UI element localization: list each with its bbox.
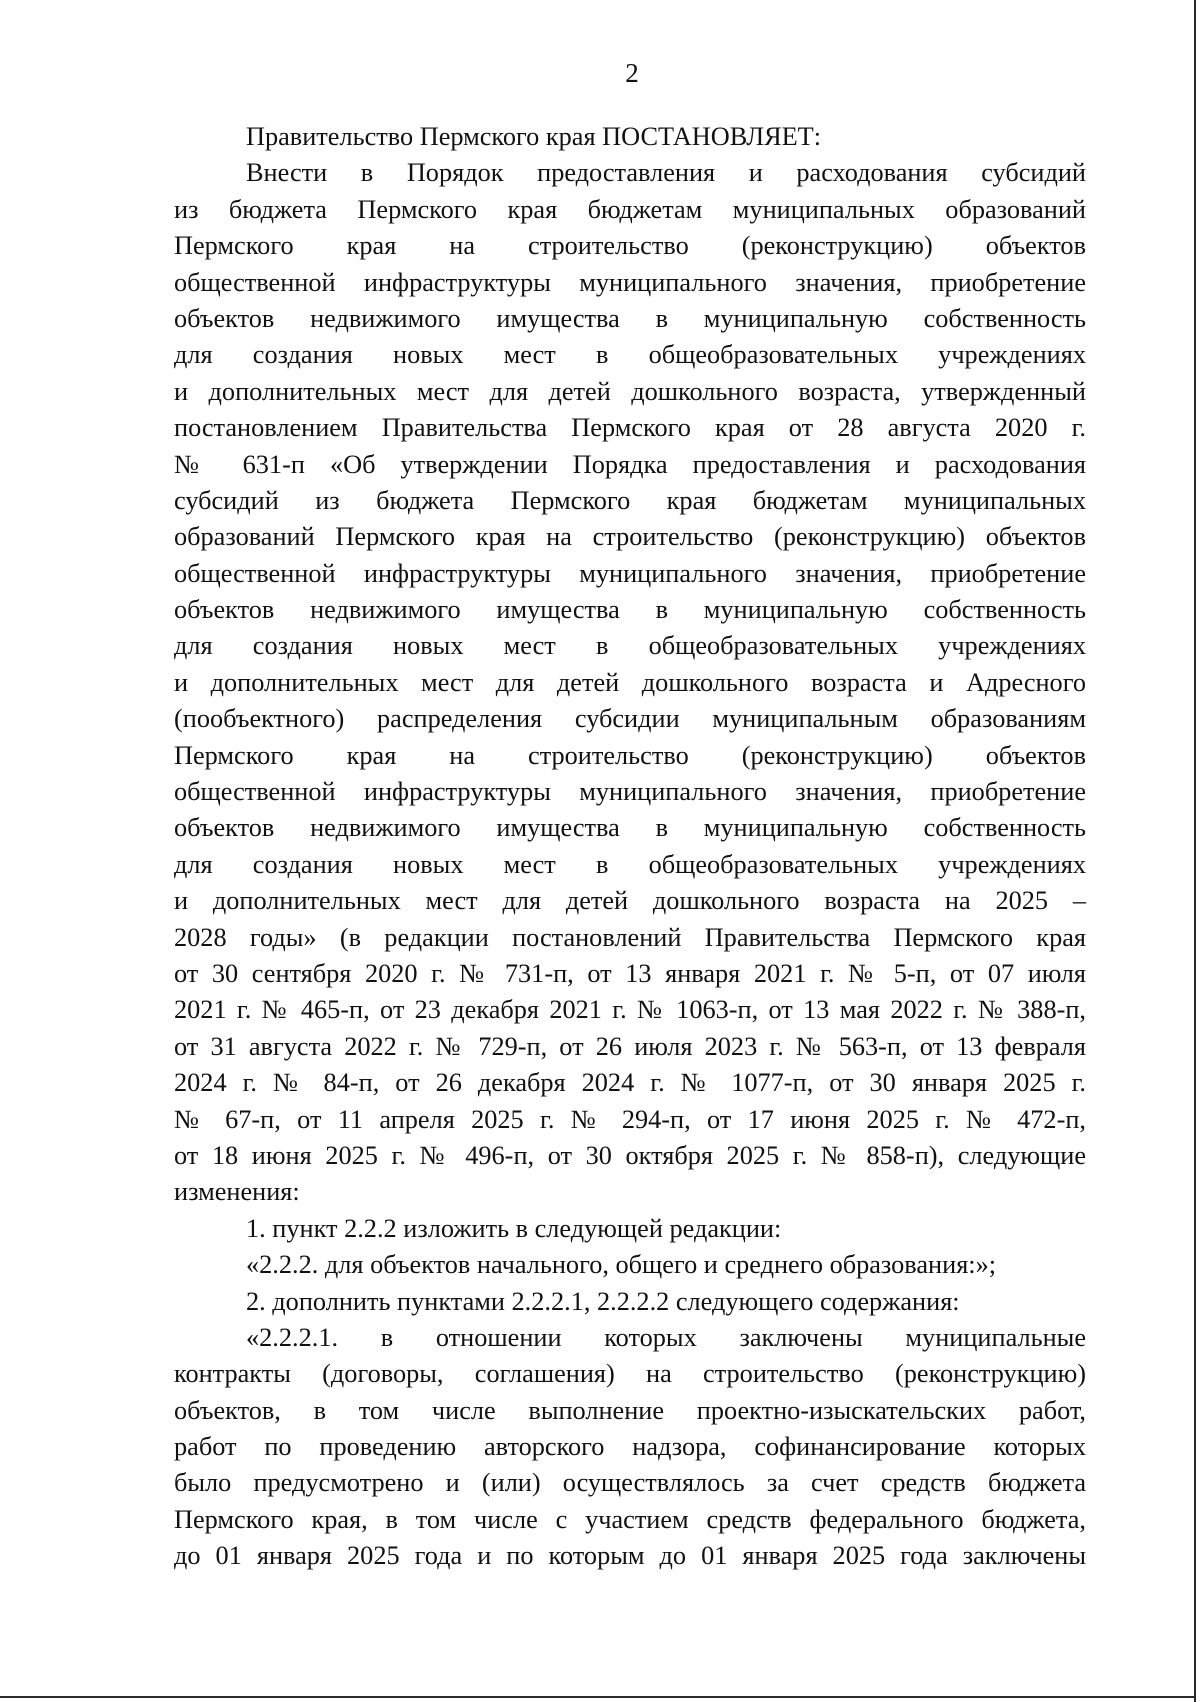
text-line: объектов недвижимого имущества в муниципальную собственность: [174, 813, 1086, 843]
text-line: Правительство Пермского края ПОСТАНОВЛЯЕТ:: [246, 122, 822, 151]
text-line: Пермского края, в том числе с участием средств федерального бюджета,: [174, 1504, 1086, 1534]
text-line: для создания новых мест в общеобразовательных учреждениях: [174, 340, 1086, 370]
text-line: Пермского края на строительство (реконструкцию) объектов: [174, 740, 1086, 770]
text-line: было предусмотрено и (или) осуществлялось за счет средств бюджета: [174, 1468, 1086, 1498]
text-line: 1. пункт 2.2.2 изложить в следующей редакции:: [246, 1213, 782, 1243]
text-line: общественной инфраструктуры муниципального значения, приобретение: [174, 777, 1086, 807]
text-line: из бюджета Пермского края бюджетам муниципальных образований: [174, 194, 1086, 224]
text-line: 2. дополнить пунктами 2.2.2.1, 2.2.2.2 следующего содержания:: [246, 1286, 960, 1316]
text-line: общественной инфраструктуры муниципального значения, приобретение: [174, 267, 1086, 297]
text-line: № 631-п «Об утверждении Порядка предоставления и расходования: [174, 449, 1086, 479]
text-line: (пообъектного) распределения субсидии муниципальным образованиям: [174, 704, 1086, 734]
text-line: от 31 августа 2022 г. № 729-п, от 26 июля 2023 г. № 563-п, от 13 февраля: [174, 1031, 1086, 1061]
text-line: и дополнительных мест для детей дошкольного возраста на 2025 –: [174, 886, 1086, 916]
text-line: от 18 июня 2025 г. № 496-п, от 30 октября 2025 г. № 858-п), следующие: [174, 1140, 1086, 1170]
text-line: объектов недвижимого имущества в муниципальную собственность: [174, 595, 1086, 625]
text-line: образований Пермского края на строительство (реконструкцию) объектов: [174, 522, 1086, 552]
text-line: изменения:: [174, 1177, 300, 1207]
text-line: объектов недвижимого имущества в муниципальную собственность: [174, 303, 1086, 333]
text-line: и дополнительных мест для детей дошкольного возраста и Адресного: [174, 667, 1086, 697]
text-line: от 30 сентября 2020 г. № 731-п, от 13 января 2021 г. № 5-п, от 07 июля: [174, 958, 1086, 988]
text-line: для создания новых мест в общеобразовательных учреждениях: [174, 631, 1086, 661]
text-line: постановлением Правительства Пермского края от 28 августа 2020 г.: [174, 413, 1086, 443]
text-line: 2021 г. № 465-п, от 23 декабря 2021 г. № 1063-п, от 13 мая 2022 г. № 388-п,: [174, 995, 1086, 1025]
text-line: № 67-п, от 11 апреля 2025 г. № 294-п, от 17 июня 2025 г. № 472-п,: [174, 1104, 1086, 1134]
page-number: 2: [625, 58, 639, 88]
text-line: контракты (договоры, соглашения) на строительство (реконструкцию): [174, 1359, 1086, 1389]
text-line: субсидий из бюджета Пермского края бюджетам муниципальных: [174, 485, 1086, 515]
scan-border-bottom: [0, 1696, 1196, 1698]
text-line: Внести в Порядок предоставления и расходования субсидий: [246, 158, 1086, 188]
scan-border-right: [1194, 0, 1196, 1702]
resolution-body-text: [174, 119, 1086, 1575]
text-line: «2.2.2.1. в отношении которых заключены муниципальные: [246, 1322, 1086, 1352]
text-line: 2024 г. № 84-п, от 26 декабря 2024 г. № 1077-п, от 30 января 2025 г.: [174, 1068, 1086, 1098]
text-line: работ по проведению авторского надзора, софинансирование которых: [174, 1432, 1086, 1462]
text-line: 2028 годы» (в редакции постановлений Правительства Пермского края: [174, 922, 1086, 952]
text-line: Пермского края на строительство (реконструкцию) объектов: [174, 231, 1086, 261]
text-line: до 01 января 2025 года и по которым до 01 января 2025 года заключены: [174, 1541, 1086, 1571]
text-line: и дополнительных мест для детей дошкольного возраста, утвержденный: [174, 376, 1086, 406]
text-line: общественной инфраструктуры муниципального значения, приобретение: [174, 558, 1086, 588]
text-line: для создания новых мест в общеобразовательных учреждениях: [174, 849, 1086, 879]
text-line: «2.2.2. для объектов начального, общего и среднего образования:»;: [246, 1250, 997, 1280]
text-line: объектов, в том числе выполнение проектно-изыскательских работ,: [174, 1395, 1086, 1425]
